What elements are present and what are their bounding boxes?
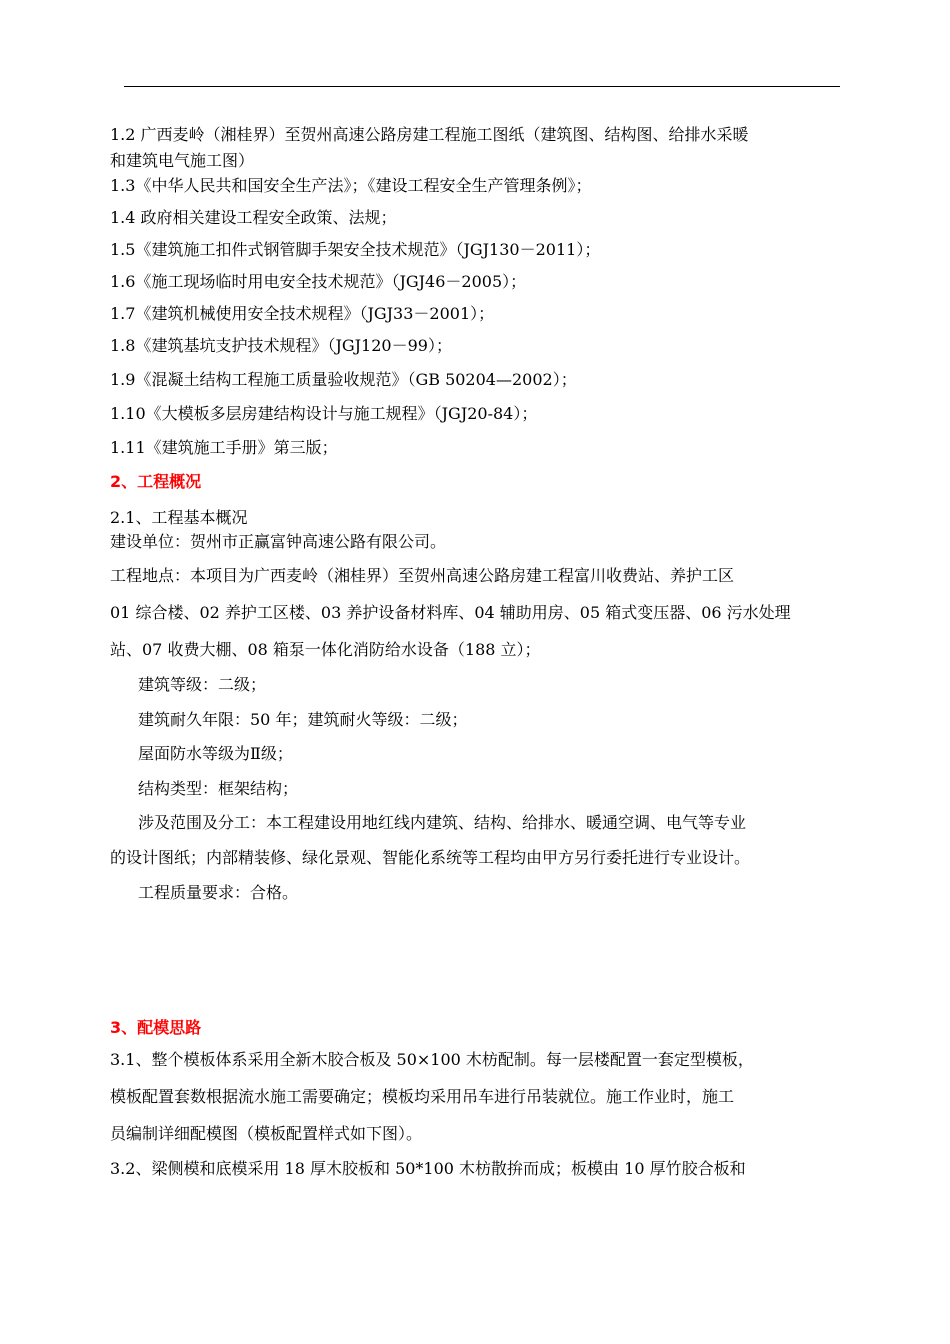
- section-3-1-line-3: 员编制详细配模图（模板配置样式如下图）。: [110, 1124, 423, 1143]
- ref-1-2-cont: 和建筑电气施工图）: [110, 151, 255, 170]
- scope-line-2: 的设计图纸；内部精装修、绿化景观、智能化系统等工程均由甲方另行委托进行专业设计。: [110, 848, 751, 867]
- section-3-1-line-2: 模板配置套数根据流水施工需要确定；模板均采用吊车进行吊装就位。施工作业时，施工: [110, 1087, 735, 1106]
- ref-1-2: 1.2 广西麦岭（湘桂界）至贺州高速公路房建工程施工图纸（建筑图、结构图、给排水采暖: [110, 125, 749, 144]
- structure-type: 结构类型：框架结构；: [138, 779, 299, 798]
- ref-1-11: 1.11《建筑施工手册》第三版；: [110, 438, 338, 457]
- ref-1-6: 1.6《施工现场临时用电安全技术规范》（JGJ46－2005）；: [110, 272, 527, 291]
- section-3-heading: 3、配模思路: [110, 1018, 202, 1037]
- quality-requirement: 工程质量要求：合格。: [138, 883, 299, 902]
- ref-1-8: 1.8《建筑基坑支护技术规程》（JGJ120－99）；: [110, 336, 452, 355]
- ref-1-7: 1.7《建筑机械使用安全技术规程》（JGJ33－2001）；: [110, 304, 495, 323]
- ref-1-10: 1.10《大模板多层房建结构设计与施工规程》（JGJ20-84）；: [110, 404, 538, 423]
- section-3-1-line-1: 3.1、整个模板体系采用全新木胶合板及 50×100 木枋配制。每一层楼配置一套定型模板，: [110, 1050, 754, 1069]
- header-rule: [124, 86, 840, 87]
- section-3-2-line-1: 3.2、梁侧模和底模采用 18 厚木胶板和 50*100 木枋散拚而成；板模由 10 厚竹胶合板和: [110, 1159, 746, 1178]
- ref-1-4: 1.4 政府相关建设工程安全政策、法规；: [110, 208, 397, 227]
- section-2-1-title: 2.1、工程基本概况: [110, 508, 248, 527]
- roof-waterproof-grade: 屋面防水等级为Ⅱ级；: [138, 744, 293, 763]
- site-line-2: 01 综合楼、02 养护工区楼、03 养护设备材料库、04 辅助用房、05 箱式变压器、06 污水处理: [110, 603, 791, 622]
- ref-1-3: 1.3《中华人民共和国安全生产法》；《建设工程安全生产管理条例》；: [110, 176, 592, 195]
- ref-1-5: 1.5《建筑施工扣件式钢管脚手架安全技术规范》（JGJ130－2011）；: [110, 240, 601, 259]
- ref-1-9: 1.9《混凝土结构工程施工质量验收规范》（GB 50204—2002）；: [110, 370, 577, 389]
- scope-line-1: 涉及范围及分工：本工程建设用地红线内建筑、结构、给排水、暖通空调、电气等专业: [138, 813, 747, 832]
- site-line-1: 工程地点：本项目为广西麦岭（湘桂界）至贺州高速公路房建工程富川收费站、养护工区: [110, 566, 735, 585]
- site-line-3: 站、07 收费大棚、08 箱泵一体化消防给水设备（188 立）；: [110, 640, 541, 659]
- building-grade: 建筑等级：二级；: [138, 675, 267, 694]
- section-2-heading: 2、工程概况: [110, 472, 202, 491]
- durability-fire-grade: 建筑耐久年限：50 年；建筑耐火等级：二级；: [138, 710, 468, 729]
- owner-line: 建设单位：贺州市正赢富钟高速公路有限公司。: [110, 532, 447, 551]
